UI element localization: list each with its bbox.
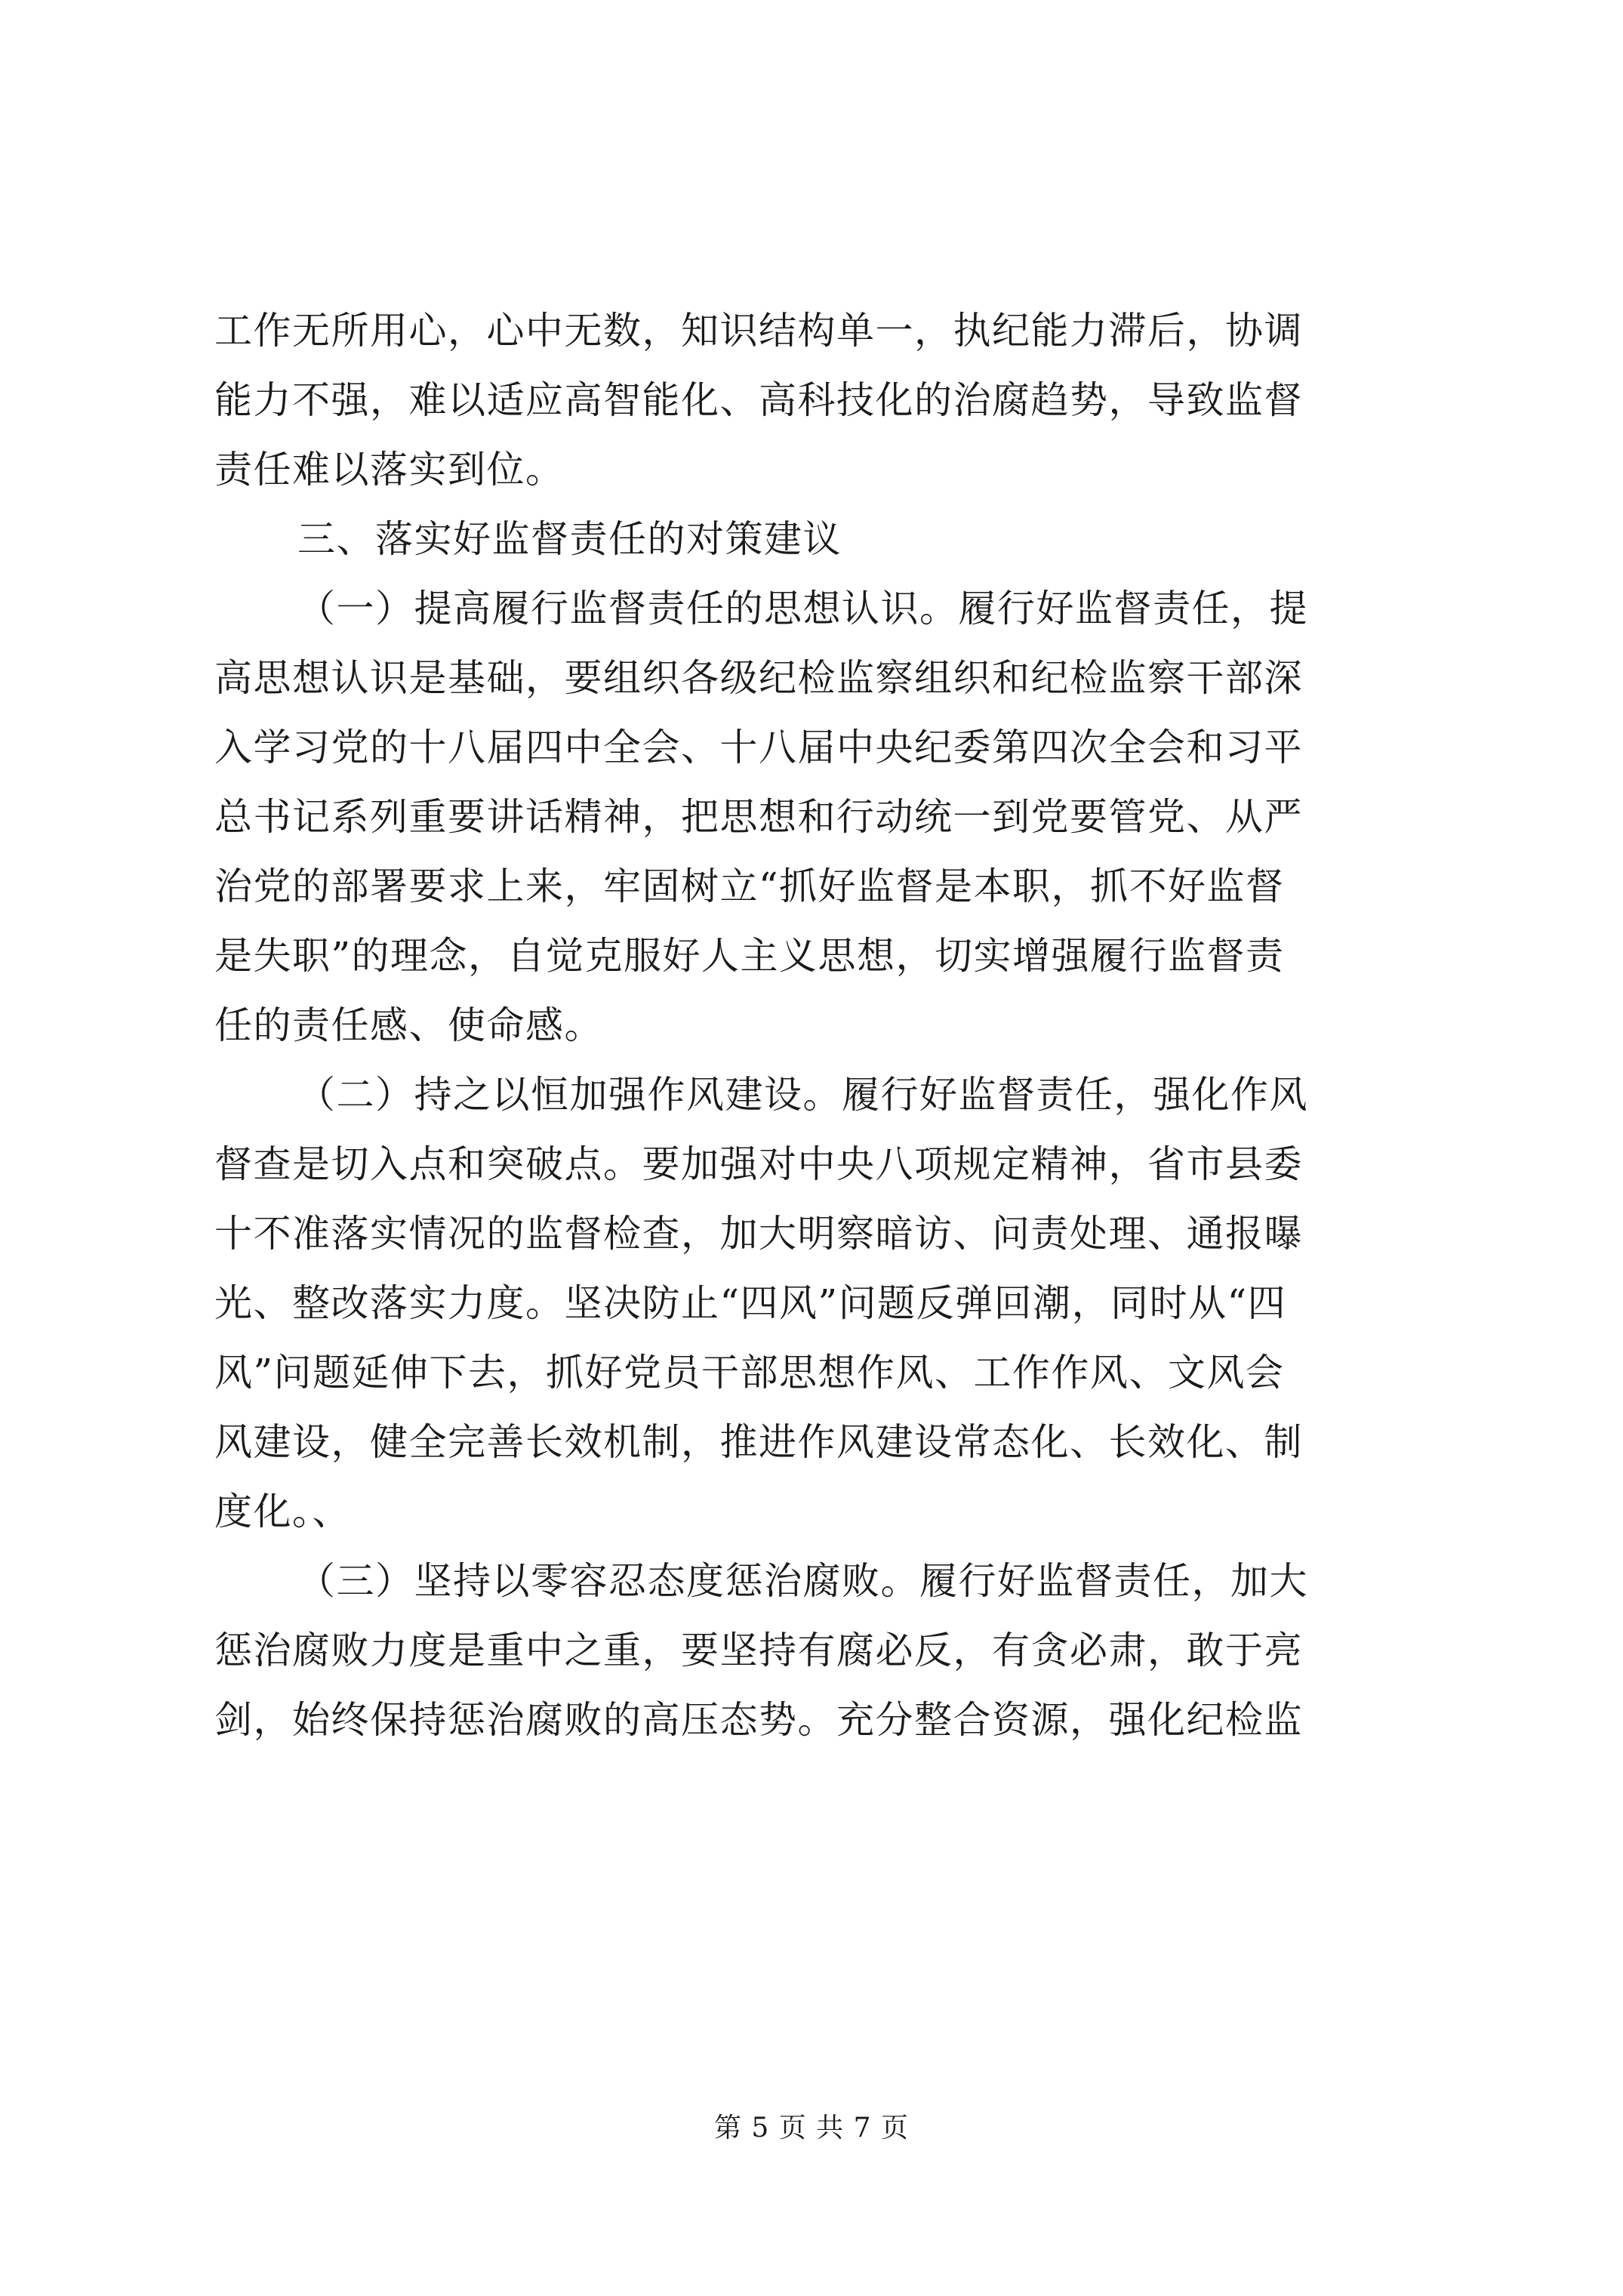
text-line: 能力不强，难以适应高智能化、高科技化的治腐趋势，导致监督 [214, 378, 1303, 422]
text-line: 工作无所用心，心中无数，知识结构单一，执纪能力滞后，协调 [214, 309, 1303, 353]
page-number-footer: 第 5 页 共 7 页 [713, 2113, 910, 2143]
text-line: 责任难以落实到位。 [214, 448, 565, 492]
text-line: 惩治腐败力度是重中之重，要坚持有腐必反，有贪必肃，敢于亮 [214, 1629, 1303, 1672]
section-heading: 三、落实好监督责任的对策建议 [297, 517, 842, 561]
paragraph-start: （一）提高履行监督责任的思想认识。履行好监督责任，提 [297, 587, 1308, 630]
text-line: 十不准落实情况的监督检查，加大明察暗访、问责处理、通报曝 [214, 1212, 1303, 1256]
text-line: 光、整改落实力度。坚决防止“四风”问题反弹回潮，同时从“四 [214, 1281, 1287, 1325]
text-line: 度化。、 [214, 1490, 351, 1533]
paragraph-start: （二）持之以恒加强作风建设。履行好监督责任，强化作风 [297, 1073, 1308, 1117]
text-line: 是失职”的理念，自觉克服好人主义思想，切实增强履行监督责 [214, 934, 1285, 978]
text-line: 督查是切入点和突破点。要加强对中央八项规定精神，省市县委 [214, 1142, 1303, 1186]
text-line: 入学习党的十八届四中全会、十八届中央纪委第四次全会和习平 [214, 726, 1303, 769]
body-text [214, 296, 1415, 1755]
text-line: 总书记系列重要讲话精神，把思想和行动统一到党要管党、从严 [214, 795, 1303, 839]
paragraph-start: （三）坚持以零容忍态度惩治腐败。履行好监督责任，加大 [297, 1559, 1308, 1603]
text-line: 任的责任感、使命感。 [214, 1003, 603, 1047]
text-line: 剑，始终保持惩治腐败的高压态势。充分整合资源，强化纪检监 [214, 1698, 1303, 1742]
text-line: 治党的部署要求上来，牢固树立“抓好监督是本职，抓不好监督 [214, 864, 1285, 908]
text-line: 风建设，健全完善长效机制，推进作风建设常态化、长效化、制 [214, 1420, 1303, 1464]
text-line: 高思想认识是基础，要组织各级纪检监察组织和纪检监察干部深 [214, 656, 1303, 700]
text-line: 风”问题延伸下去，抓好党员干部思想作风、工作作风、文风会 [214, 1351, 1285, 1395]
